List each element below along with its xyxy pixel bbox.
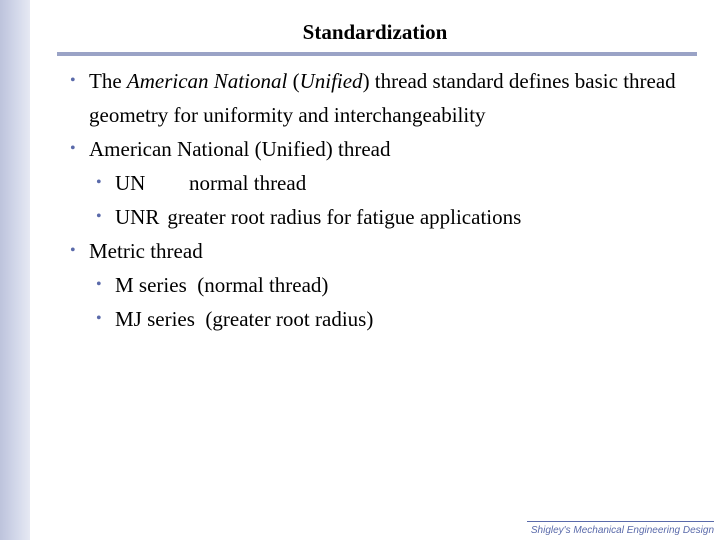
bullet-icon — [70, 132, 76, 166]
thread-term: UN — [115, 171, 146, 195]
italic-term-unified: Unified — [299, 69, 363, 93]
bullet-text: The American National (Unified) thread standard defines basic thread geometry for uniformity and interchangeability — [89, 69, 676, 127]
title-underline — [57, 52, 697, 56]
bullet-icon — [96, 268, 102, 302]
bullet-item-american-national — [70, 132, 710, 166]
sub-bullet-item-un — [96, 166, 710, 200]
bullet-icon — [70, 234, 76, 268]
bullet-icon — [96, 166, 102, 200]
bullet-item-standard — [70, 64, 710, 132]
thread-description: normal thread — [189, 171, 307, 195]
bullet-item-metric — [70, 234, 710, 268]
thread-term: UNR — [115, 205, 160, 229]
italic-term-american-national: American National — [126, 69, 288, 93]
bullet-text: American National (Unified) thread — [89, 137, 391, 161]
slide-title: Standardization — [302, 20, 448, 44]
sub-bullet-item-m-series — [96, 268, 710, 302]
sub-bullet-item-mj-series — [96, 302, 710, 336]
thread-description: greater root radius for fatigue applications — [167, 205, 522, 229]
bullet-icon — [96, 200, 102, 234]
sub-bullet-item-unr — [96, 200, 710, 234]
bullet-icon — [70, 64, 76, 98]
bullet-list — [70, 64, 710, 336]
decorative-side-bar — [0, 0, 30, 540]
bullet-text: Metric thread — [89, 239, 203, 263]
footer-book-title: Shigley's Mechanical Engineering Design — [527, 521, 714, 536]
bullet-icon — [96, 302, 102, 336]
bullet-text: M series (normal thread) — [115, 273, 329, 297]
bullet-text: MJ series (greater root radius) — [115, 307, 374, 331]
